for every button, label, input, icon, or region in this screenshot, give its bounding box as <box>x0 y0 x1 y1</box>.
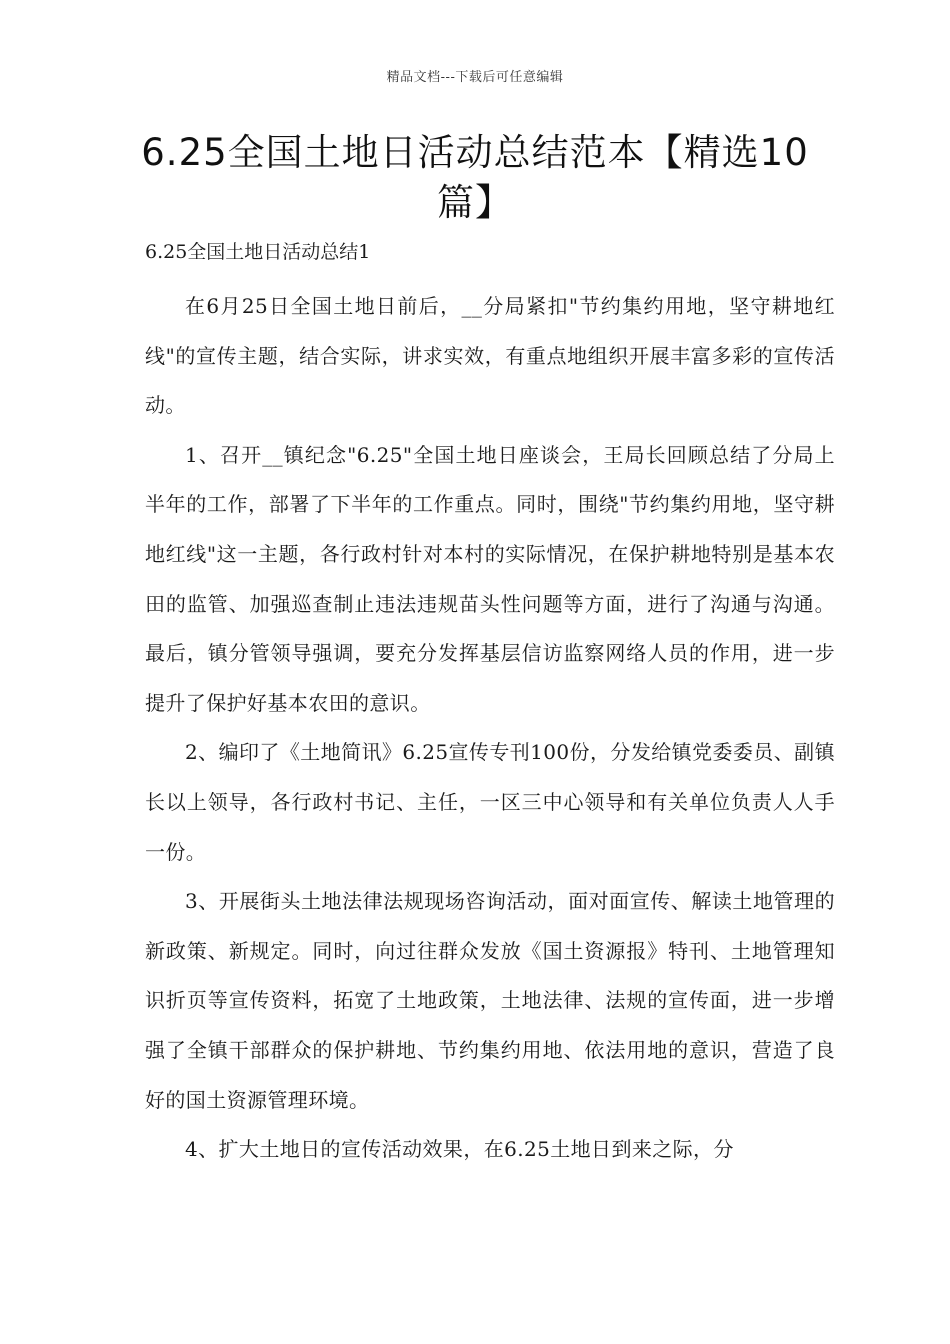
paragraph-intro: 在6月25日全国土地日前后，__分局紧扣"节约集约用地，坚守耕地红线"的宣传主题，结合实际，讲求实效，有重点地组织开展丰富多彩的宣传活动。 <box>145 294 835 418</box>
paragraph-item-3: 3、开展街头土地法律法规现场咨询活动，面对面宣传、解读土地管理的新政策、新规定。同时，向过往群众发放《国土资源报》特刊、土地管理知识折页等宣传资料，拓宽了土地政策，土地法律、法规的宣传面，进一步增强了全镇干部群众的保护耕地、节约集约用地、依法用地的意识，营造了良好的国土资源管理环境。 <box>145 889 835 1112</box>
section-subheading: 6.25全国土地日活动总结1 <box>145 241 371 263</box>
header-note: 精品文档---下载后可任意编辑 <box>386 70 564 85</box>
document-title: 6.25全国土地日活动总结范本【精选10篇】 <box>141 131 809 224</box>
paragraph-item-2: 2、编印了《土地简讯》6.25宣传专刊100份，分发给镇党委委员、副镇长以上领导，各行政村书记、主任，一区三中心领导和有关单位负责人人手一份。 <box>145 740 835 864</box>
paragraph-item-4: 4、扩大土地日的宣传活动效果，在6.25土地日到来之际，分 <box>185 1137 734 1162</box>
document-body <box>145 282 835 1175</box>
paragraph-item-1: 1、召开__镇纪念"6.25"全国土地日座谈会，王局长回顾总结了分局上半年的工作，部署了下半年的工作重点。同时，围绕"节约集约用地，坚守耕地红线"这一主题，各行政村针对本村的实际情况，在保护耕地特别是基本农田的监管、加强巡查制止违法违规苗头性问题等方面，进行了沟通与沟通。最后，镇分管领导强调，要充分发挥基层信访监察网络人员的作用，进一步提升了保护好基本农田的意识。 <box>145 442 835 715</box>
